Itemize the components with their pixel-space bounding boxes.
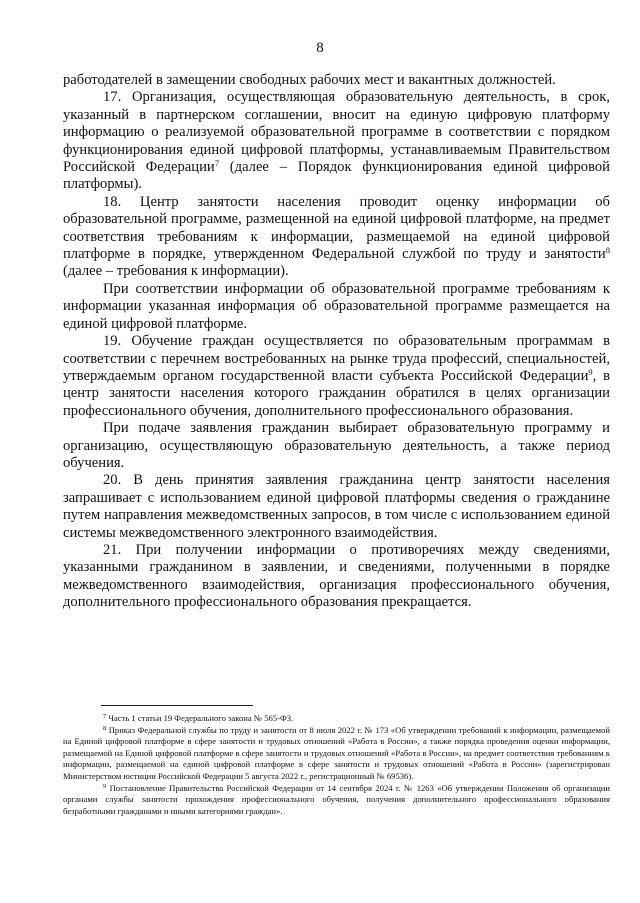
paragraph-21: 21. При получении информации о противоречиях между сведениями, указанными гражданином в заявлении, и сведениями, полученными в порядке межведомственного взаимодействия, организация профессионального обучения, дополнительного профессионального образования прекращается. <box>63 541 610 611</box>
paragraph-19-tail: , в центр занятости населения которого гражданин обратился в целях организации профессионального обучения, дополнительного профессионального образования. <box>63 367 610 419</box>
footnote-text: Приказ Федеральной службы по труду и занятости от 8 июля 2022 г. № 173 «Об утверждении требований к информации, размещаемой на Единой цифровой платформе в сфере занятости и трудовых отношений «Работа в России», а также порядка проведения оценки информации, размещаемой на Единой цифровой платформе в сфере занятости и трудовых отношений «Работа в России», на предмет соответствия требованиям к информации, размещаемой на единой цифровой платформе в сфере занятости и трудовых отношений «Работа в России» (зарегистрирован Министерством юстиции Российской Федерации 5 августа 2022 г., регистрационный № 69536). <box>63 724 610 781</box>
footnote-separator <box>101 705 253 706</box>
footnote-text: Постановление Правительства Российской Федерации от 14 сентября 2024 г. № 1263 «Об утверждении Положения об организации органами службы занятости прохождения профессионального обучения, получения дополнительного профессионального образования безработными гражданами и иными категориями граждан». <box>63 782 610 816</box>
footnote-ref-8: 8 <box>605 245 610 256</box>
footnote-7 <box>63 713 610 725</box>
page-number: 8 <box>316 40 324 56</box>
paragraph-19 <box>63 333 610 420</box>
paragraph-18 <box>63 194 610 281</box>
footnote-text: Часть 1 статьи 19 Федерального закона № 565-ФЗ. <box>106 713 294 723</box>
footnote-mark: 9 <box>103 782 107 790</box>
footnote-mark: 8 <box>103 724 107 732</box>
footnote-mark: 7 <box>103 713 107 720</box>
paragraph-18-tail: (далее – требования к информации). <box>63 263 289 280</box>
footnote-9 <box>63 783 610 818</box>
paragraph-18-addendum: При соответствии информации об образовательной программе требованиям к информации указанная информация об образовательной программе размещается на единой цифровой платформе. <box>63 280 610 332</box>
footnote-8 <box>63 725 610 783</box>
footnotes <box>63 713 610 817</box>
paragraph-19-addendum: При подаче заявления гражданин выбирает образовательную программу и организацию, осуществляющую образовательную деятельность, а также период обучения. <box>63 420 610 471</box>
footnote-ref-7: 7 <box>214 158 219 169</box>
paragraph-17 <box>63 89 610 193</box>
body-text <box>63 72 610 612</box>
paragraph-17-text: 17. Организация, осуществляющая образовательную деятельность, в срок, указанный в партнерском соглашении, вносит на единую цифровую платформу информацию о реализуемой образовательной программе в соответствии с порядком функционирования единой цифровой платформы, устанавливаемым Правительством Российской Федерации <box>63 89 610 176</box>
paragraph-19-text: 19. Обучение граждан осуществляется по образовательным программам в соответствии с перечнем востребованных на рынке труда профессий, специальностей, утверждаемым органом государственной власти субъекта Российской Федерации <box>63 333 610 384</box>
paragraph-17-tail: (далее – Порядок функционирования единой цифровой платформы). <box>63 159 610 193</box>
paragraph-18-text: 18. Центр занятости населения проводит оценку информации об образовательной программе, размещенной на единой цифровой платформе, на предмет соответствия требованиям к информации, размещаемой на единой цифровой платформе в порядке, утвержденном Федеральной службой по труду и занятости <box>63 193 610 263</box>
paragraph-continuation: работодателей в замещении свободных рабочих мест и вакантных должностей. <box>63 72 556 88</box>
footnote-ref-9: 9 <box>588 366 593 377</box>
paragraph-20: 20. В день принятия заявления гражданина центр занятости населения запрашивает с использованием единой цифровой платформы сведения о гражданине путем направления межведомственных запросов, в том числе с использованием единой системы межведомственного электронного взаимодействия. <box>63 472 610 541</box>
